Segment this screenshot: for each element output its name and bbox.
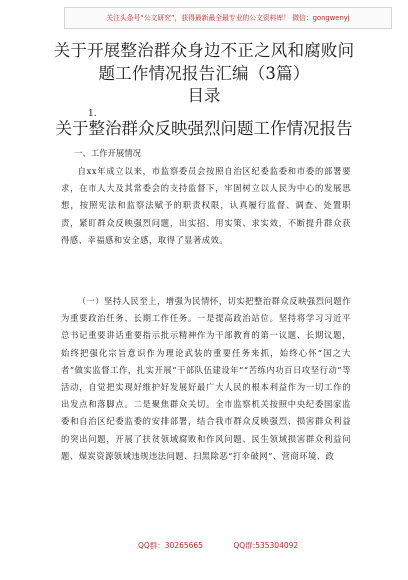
promo-banner: [64, 7, 392, 29]
section-heading: 一、工作开展情况: [74, 148, 141, 158]
body-paragraph-1: [61, 163, 351, 249]
footer-contact: [138, 540, 326, 552]
toc-item-number: 1.: [88, 109, 97, 119]
main-title-line-2: 题工作情况报告汇编（3篇）: [98, 64, 310, 83]
paragraph-2-text: （一）坚持人民至上，增强为民情怀，切实把整治群众反映强烈问题作为重要政治任务、长期工作任务。一是提高政治站位。坚持将学习习近平总书记重要讲话重要指示批示精神作为干部教育的第一议题、长期议题，始终把强化宗旨意识作为理论武装的重要任务来抓，始终心怀“国之大者”做实监督工作，扎实开展“干部队伍建设年”“苦练内功百日攻坚行动”等活动，自觉把实现好维护好发展好最广大人民的根本利益作为一切工作的出发点和落脚点。二是聚焦群众关切。全市监察机关按照中央纪委国家监委和自治区纪委监委的安排部署，结合我市群众反映强烈、损害群众利益的突出问题，开展了扶贫领域腐败和作风问题、民生领域损害群众利益问题、煤炭资源领域违规违法问题、扫黑除恶“打伞破网”、营商环境、政: [61, 296, 351, 461]
footer-qq-group-1: QQ群：30265665: [138, 541, 203, 550]
main-title-line-1: 关于开展整治群众身边不正之风和腐败问: [53, 41, 355, 60]
main-title: [20, 39, 388, 85]
report-title: 关于整治群众反映强烈问题工作情况报告: [55, 119, 353, 138]
paragraph-1-text: 自xx年成立以来，市监察委员会按照自治区纪委监委和市委的部署要求，在市人大及其常委会的支持监督下，牢固树立以人民为中心的发展思想，按照宪法和监察法赋予的职责权限，认真履行监督、调查、处置职责，紧盯群众反映强烈问题，出实招、用实策、求实效，不断提升群众获得感、幸福感和安全感，取得了显著成效。: [61, 166, 351, 245]
body-paragraph-2: [61, 293, 351, 465]
promo-banner-text: 关注头条号“公文研究”，获得最新最全最专业的公文资料库！ 微信：gongwenyj: [106, 14, 350, 22]
footer-qq-group-2: QQ群:535304092: [233, 541, 299, 550]
toc-title: 目录: [187, 86, 221, 105]
